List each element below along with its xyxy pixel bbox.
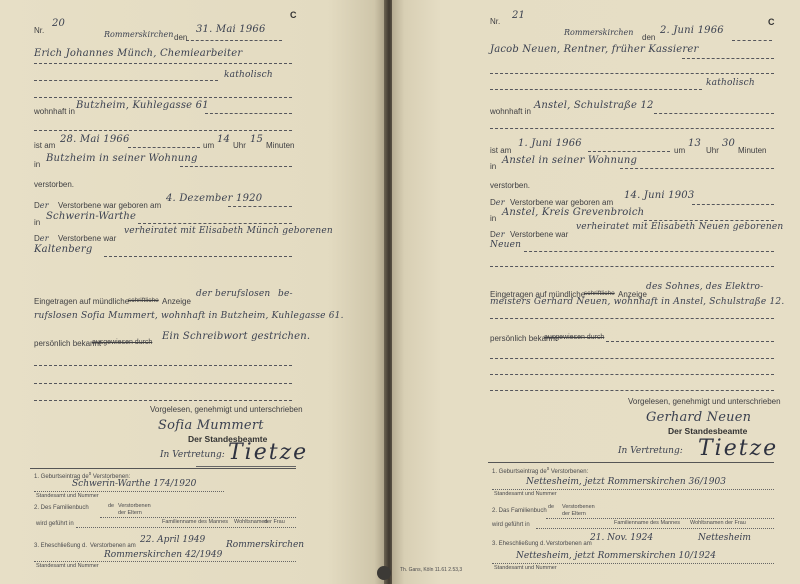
ausgewiesen-struck: ausgewiesen durch <box>544 334 605 341</box>
informant-line-2: rufslosen Sofia Mummert, wohnhaft in Butzheim, Kuhlegasse 61. <box>34 311 344 321</box>
spouse-line <box>524 251 774 252</box>
death-place-line <box>620 168 774 169</box>
birth-date-line <box>692 204 774 205</box>
left-register-page <box>0 0 386 584</box>
residence: Anstel, Schulstraße 12 <box>534 100 654 111</box>
in-label: in <box>490 162 497 171</box>
verstorben-label: verstorben. <box>490 181 531 190</box>
religion: katholisch <box>706 78 755 88</box>
marriage-register-ref: Nettesheim, jetzt Rommerskirchen 10/1924 <box>516 551 716 561</box>
note3-line <box>492 563 774 564</box>
informant-line-2: meisters Gerhard Neuen, wohnhaft in Anstel, Schulstraße 12. <box>490 297 785 307</box>
spouse-line <box>104 256 292 257</box>
informant-signature: Sofia Mummert <box>158 418 264 433</box>
birth-date: 14. Juni 1903 <box>624 190 695 201</box>
note3-small: Standesamt und Nummer <box>36 563 99 569</box>
schriftliche-struck: schriftliche <box>584 290 615 297</box>
residence-line <box>205 113 292 114</box>
birth-register-ref: Nettesheim, jetzt Rommerskirchen 36/1903 <box>526 477 726 487</box>
born-label: Verstorbene war geboren am <box>510 198 614 207</box>
note2-de: de <box>548 504 555 510</box>
residence-line <box>654 113 774 114</box>
birth-place: Anstel, Kreis Grevenbroich <box>502 207 645 218</box>
birth-place-line <box>138 223 292 224</box>
note1-line <box>492 489 774 490</box>
date-line <box>732 40 772 41</box>
entry-number: 21 <box>512 10 526 21</box>
born-label: Verstorbene war geboren am <box>58 201 162 210</box>
um-label: um <box>674 146 686 155</box>
nr-label: Nr. <box>34 26 45 35</box>
registry-date: 31. Mai 1966 <box>196 24 266 35</box>
registry-place: Rommerskirchen <box>104 30 174 39</box>
note1-line <box>34 491 224 492</box>
anzeige-label: Anzeige <box>162 297 191 306</box>
blank-line-4 <box>490 358 774 359</box>
uhr-label: Uhr <box>706 146 719 155</box>
weigefuehrt-label: wird geführt in <box>36 521 74 527</box>
note3-mid: Verstorbenen am <box>546 541 592 547</box>
death-hour: 14 <box>217 134 231 145</box>
known-label: persönlich bekannt <box>34 339 102 348</box>
note3-label: 3. Eheschließung d. <box>34 543 88 549</box>
birth-place-line <box>644 220 774 221</box>
note-correction: Ein Schreibwort gestrichen. <box>162 331 311 342</box>
death-place: Butzheim in seiner Wohnung <box>46 153 198 164</box>
den-label: den <box>642 33 656 42</box>
verstorben-label: verstorben. <box>34 180 75 189</box>
in-label-2: in <box>490 214 497 223</box>
nr-label: Nr. <box>490 17 501 26</box>
minuten-label: Minuten <box>266 141 295 150</box>
note2-de: de <box>108 503 115 509</box>
note3-line <box>34 561 296 562</box>
married-label: Verstorbene war <box>510 230 569 239</box>
registered-label: Eingetragen auf mündliche <box>34 297 130 306</box>
weigefuehrt-label: wird geführt in <box>492 522 530 528</box>
notes-separator <box>488 462 774 463</box>
note1-small: Standesamt und Nummer <box>494 491 557 497</box>
closing-text: Vorgelesen, genehmigt und unterschrieben <box>628 397 781 406</box>
anzeige-label: Anzeige <box>618 290 647 299</box>
official-title: Der Standesbeamte <box>188 434 268 444</box>
note1-small: Standesamt und Nummer <box>36 493 99 499</box>
notes-separator <box>30 468 296 469</box>
note2-sub1: Familienname des Mannes <box>162 519 229 525</box>
blank-line-5 <box>34 400 292 401</box>
wohnhaft-label: wohnhaft in <box>34 107 75 116</box>
right-register-page <box>392 0 800 584</box>
marital-status: verheiratet mit Elisabeth Neuen geborenen <box>576 222 784 232</box>
death-place-line <box>180 166 292 167</box>
note2-line <box>546 518 774 519</box>
married-label: Verstorbene war <box>58 234 117 243</box>
married-prefix: Der <box>34 234 49 243</box>
schriftliche-struck: schriftliche <box>128 297 159 304</box>
marital-status: verheiratet mit Elisabeth Münch geborenen <box>124 226 333 236</box>
spouse-maiden-name: Neuen <box>490 240 522 250</box>
binding-hole <box>377 566 391 580</box>
blank-line-4 <box>34 383 292 384</box>
note2-sub3: der Frau <box>264 519 285 525</box>
note2-verstorbenen: Verstorbenen <box>118 503 151 509</box>
note3-label: 3. Eheschließung d. <box>492 541 546 547</box>
in-label: in <box>34 160 41 169</box>
birth-place: Schwerin-Warthe <box>46 211 137 222</box>
note3-small: Standesamt und Nummer <box>494 565 557 571</box>
death-date: 1. Juni 1966 <box>518 138 582 149</box>
note2-eltern: der Eltern <box>562 511 586 517</box>
blank-line <box>34 97 292 98</box>
note1-label: 1. Geburtseintrag $de^s$ Verstorbenen: <box>492 466 589 475</box>
vertretung-label: In Vertretung: <box>160 450 225 460</box>
vertretung-label: In Vertretung: <box>618 446 683 456</box>
birth-register-ref: Schwerin-Warthe 174/1920 <box>72 479 197 489</box>
known-label: persönlich bekannt <box>490 334 558 343</box>
death-date-line <box>588 151 670 152</box>
spouse-maiden-name: Kaltenberg <box>34 244 93 255</box>
death-date-line <box>128 147 200 148</box>
informant-signature: Gerhard Neuen <box>646 410 752 425</box>
birth-date: 4. Dezember 1920 <box>166 193 263 204</box>
note2-eltern: der Eltern <box>118 510 142 516</box>
note2-label: 2. Das Familienbuch <box>492 508 547 514</box>
signature-rule <box>196 466 296 467</box>
official-signature: Tietze <box>228 440 309 465</box>
name-line <box>34 63 292 64</box>
note1-label: 1. Geburtseintrag $de^s$ Verstorbenen: <box>34 471 131 480</box>
death-date: 28. Mai 1966 <box>60 134 130 145</box>
death-place: Anstel in seiner Wohnung <box>502 155 638 166</box>
blank-line-5 <box>490 374 774 375</box>
religion: katholisch <box>224 70 273 80</box>
note2-wit: Wohltsnamen der Frau <box>690 520 746 526</box>
born-prefix: Der <box>34 201 49 210</box>
um-label: um <box>203 141 215 150</box>
blank-line-6 <box>490 390 774 391</box>
deceased-name-occupation: Erich Johannes Münch, Chemiearbeiter <box>34 48 243 59</box>
name-line-3 <box>490 89 702 90</box>
note3-mid: Verstorbenen am <box>90 543 136 549</box>
registry-date: 2. Juni 1966 <box>660 25 724 36</box>
known-line <box>606 341 774 342</box>
name-line-2 <box>490 73 774 74</box>
ist-am-label: ist am <box>490 146 512 155</box>
blank-line <box>490 128 774 129</box>
note2-sub2: Wohltsnamen <box>234 519 268 525</box>
note2-fam: Familienname des Mannes <box>614 520 681 526</box>
marriage-place: Nettesheim <box>698 533 751 543</box>
deceased-name-occupation: Jacob Neuen, Rentner, früher Kassierer <box>490 44 699 55</box>
corner-mark: C <box>290 10 297 20</box>
minuten-label: Minuten <box>738 146 767 155</box>
note2-line-2 <box>536 528 774 529</box>
death-minutes: 30 <box>722 138 736 149</box>
closing-text: Vorgelesen, genehmigt und unterschrieben <box>150 405 303 414</box>
ist-am-label: ist am <box>34 141 56 150</box>
registry-place: Rommerskirchen <box>564 28 634 37</box>
den-label: den <box>174 33 188 42</box>
marriage-register-ref: Rommerskirchen 42/1949 <box>104 550 223 560</box>
printer-imprint: Th. Gans, Köln 11.61 2.53,3 <box>400 567 463 573</box>
registered-label: Eingetragen auf mündliche <box>490 290 586 299</box>
date-line <box>186 40 282 41</box>
marriage-date: 22. April 1949 <box>140 535 206 545</box>
blank-line-2 <box>490 266 774 267</box>
blank-line-2 <box>34 130 292 131</box>
informant: der berufslosen <box>196 289 271 299</box>
death-minutes: 15 <box>250 134 264 145</box>
entry-number: 20 <box>52 18 66 29</box>
wohnhaft-label: wohnhaft in <box>490 107 531 116</box>
corner-mark: C <box>768 17 775 27</box>
name-line-tail <box>682 58 774 59</box>
informant: des Sohnes, des Elektro- <box>646 282 764 292</box>
death-hour: 13 <box>688 138 702 149</box>
informant-end: be- <box>278 289 293 299</box>
blank-line-3 <box>490 318 774 319</box>
note2-verstorbenen: Verstorbenen <box>562 504 595 510</box>
in-label-2: in <box>34 218 41 227</box>
born-prefix: Der <box>490 198 505 207</box>
marriage-date: 21. Nov. 1924 <box>590 533 654 543</box>
official-signature: Tietze <box>698 436 779 461</box>
marriage-place: Rommerskirchen <box>226 540 305 550</box>
residence: Butzheim, Kuhlegasse 61 <box>76 100 209 111</box>
note2-line-2 <box>76 527 296 528</box>
blank-line-3 <box>34 365 292 366</box>
note2-label: 2. Des Familienbuch <box>34 505 89 511</box>
birth-date-line <box>228 206 292 207</box>
name-line-2 <box>34 80 218 81</box>
married-prefix: Der <box>490 230 505 239</box>
note2-line <box>100 517 296 518</box>
uhr-label: Uhr <box>233 141 246 150</box>
ausgewiesen-struck: ausgewiesen durch <box>92 339 153 346</box>
official-title: Der Standesbeamte <box>668 426 748 436</box>
